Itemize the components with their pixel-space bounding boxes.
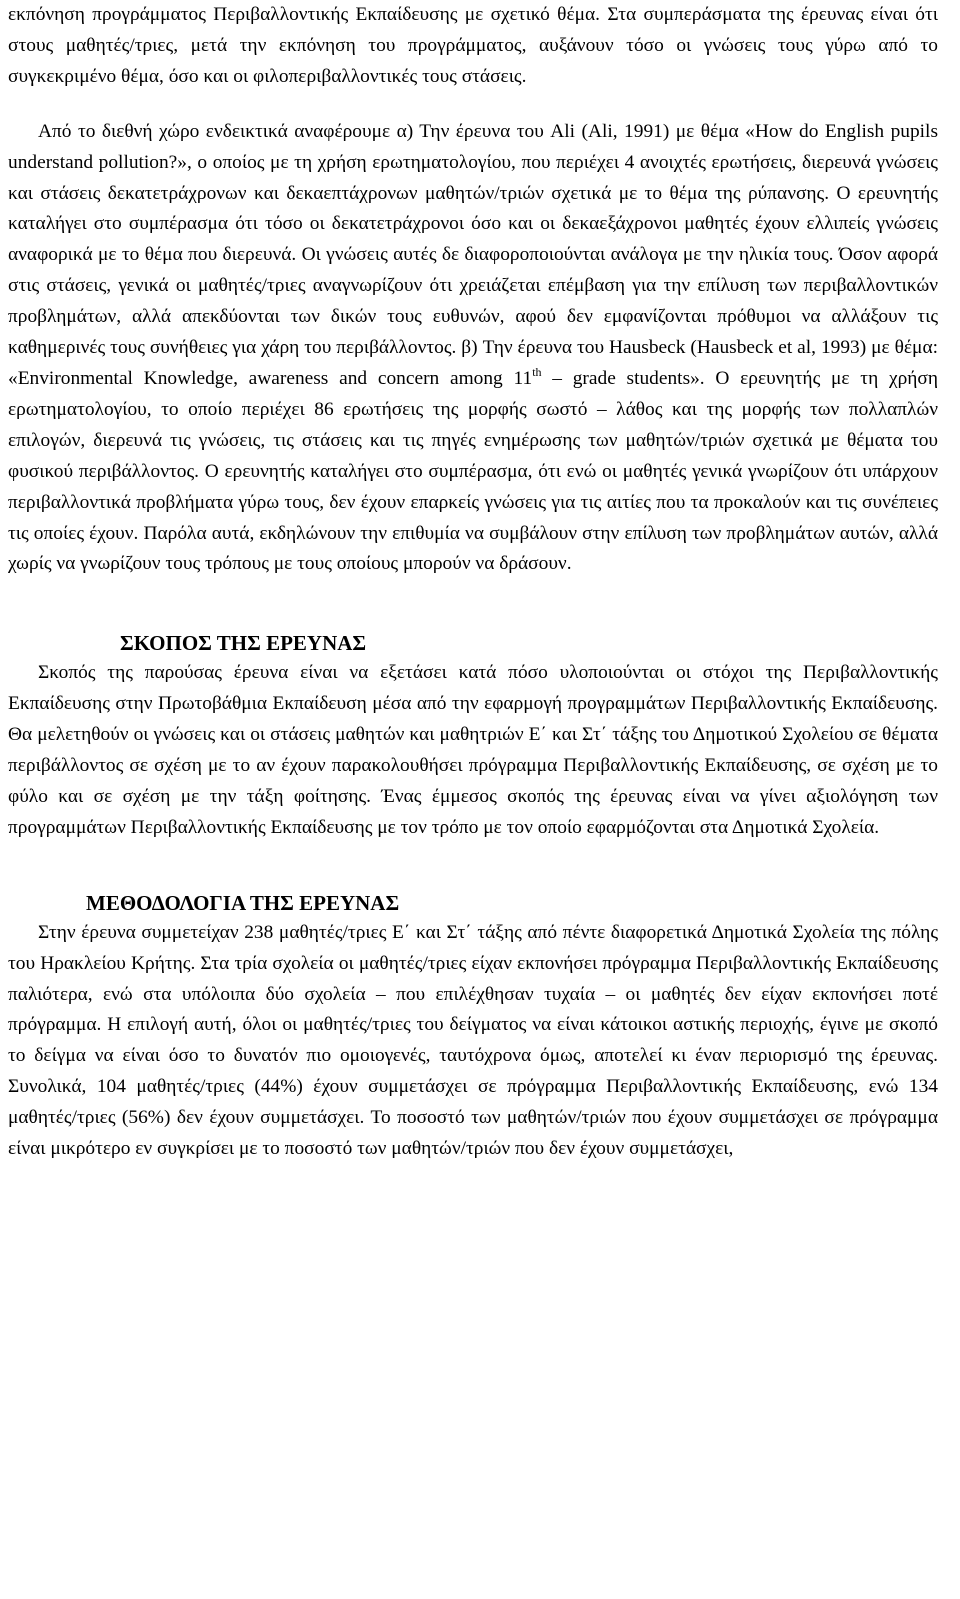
document-page <box>8 0 938 1165</box>
paragraph-international-research <box>8 117 938 581</box>
paragraph-international-research-text-2: – grade students». Ο ερευνητής με τη χρήση ερωτηματολογίου, το οποίο περιέχει 86 ερωτήσεις της μορφής σωστό – λάθος και της μορφής των πολλαπλών επιλογών, διερευνά τις γνώσεις, τις στάσεις και τις πηγές ενημέρωσης των μαθητών/τριών σχετικά με θέματα του φυσικού περιβάλλοντος. Ο ερευνητής καταλήγει στο συμπέρασμα, ότι ενώ οι μαθητές γενικά γνωρίζουν ότι υπάρχουν περιβαλλοντικά προβλήματα γύρω τους, δεν έχουν επαρκείς γνώσεις για τις αιτίες που τα προκαλούν και τις συνέπειες τις οποίες έχουν. Παρόλα αυτά, εκδηλώνουν την επιθυμία να συμβάλουν στην επίλυση των προβλημάτων αυτών, αλλά χωρίς να γνωρίζουν τους τρόπους με τους οποίους μπορούν να δράσουν. <box>8 367 939 575</box>
paragraph-research-aim: Σκοπός της παρούσας έρευνα είναι να εξετάσει κατά πόσο υλοποιούνται οι στόχοι της Περιβαλλοντικής Εκπαίδευσης στην Πρωτοβάθμια Εκπαίδευση μέσα από την εφαρμογή προγραμμάτων Περιβαλλοντικής Εκπαίδευσης. Θα μελετηθούν οι γνώσεις και οι στάσεις μαθητών και μαθητριών Ε΄ και Στ΄ τάξης του Δημοτικού Σχολείου σε θέματα περιβάλλοντος σε σχέση με το αν έχουν παρακολουθήσει πρόγραμμα Περιβαλλοντικής Εκπαίδευσης, σε σχέση με το φύλο και σε σχέση με την τάξη φοίτησης. Ένας έμμεσος σκοπός της έρευνας είναι να γίνει αξιολόγηση των προγραμμάτων Περιβαλλοντικής Εκπαίδευσης με τον τρόπο με τον οποίο εφαρμόζονται στα Δημοτικά Σχολεία. <box>8 662 938 838</box>
paragraph-international-research-text-1: Από το διεθνή χώρο ενδεικτικά αναφέρουμε α) Την έρευνα του Ali (Ali, 1991) με θέμα «How do English pupils understand pollution?», ο οποίος με τη χρήση ερωτηματολογίου, που περιέχει 4 ανοιχτές ερωτήσεις, διερευνά γνώσεις και στάσεις δεκατετράχρονων και δεκαεπτάχρονων μαθητών/τριών σχετικά με το θέμα της ρύπανσης. Ο ερευνητής καταλήγει στο συμπέρασμα ότι τόσο οι δεκατετράχρονοι όσο και οι δεκαεξάχρονοι μαθητές έχουν ελλιπείς γνώσεις αναφορικά με το θέμα που διερευνά. Οι γνώσεις αυτές δε διαφοροποιούνται ανάλογα με την ηλικία τους. Όσον αφορά στις στάσεις, γενικά οι μαθητές/τριες αναγνωρίζουν ότι χρειάζεται επέμβαση για την επίλυση των περιβαλλοντικών προβλημάτων, αλλά απεκδύονται των δικών τους ευθυνών, αφού δεν εμφανίζονται πρόθυμοι να αλλάξουν τις καθημερινές τους συνήθειες για χάρη του περιβάλλοντος. β) Την έρευνα του Hausbeck (Hausbeck et al, 1993) με θέμα: «Environmental Knowledge, awareness and concern among 11 <box>8 120 938 389</box>
paragraph-intro: εκπόνηση προγράμματος Περιβαλλοντικής Εκπαίδευσης με σχετικό θέμα. Στα συμπεράσματα της έρευνας είναι ότι στους μαθητές/τριες, μετά την εκπόνηση του προγράμματος, αυξάνουν τόσο οι γνώσεις τους γύρω από το συγκεκριμένο θέμα, όσο και οι φιλοπεριβαλλοντικές τους στάσεις. <box>8 4 938 87</box>
ordinal-superscript: th <box>532 364 542 379</box>
heading-research-methodology: ΜΕΘΟΔΟΛΟΓΙΑ ΤΗΣ ΕΡΕΥΝΑΣ <box>86 890 400 915</box>
paragraph-research-methodology: Στην έρευνα συμμετείχαν 238 μαθητές/τριες Ε΄ και Στ΄ τάξης από πέντε διαφορετικά Δημοτικά Σχολεία της πόλης του Ηρακλείου Κρήτης. Στα τρία σχολεία οι μαθητές/τριες είχαν εκπονήσει πρόγραμμα Περιβαλλοντικής Εκπαίδευσης παλιότερα, ενώ στα υπόλοιπα δύο σχολεία – που επιλέχθησαν τυχαία – οι μαθητές δεν είχαν εκπονήσει ποτέ πρόγραμμα. Η επιλογή αυτή, όλοι οι μαθητές/τριες του δείγματος να είναι κάτοικοι αστικής περιοχής, έγινε με σκοπό το δείγμα να είναι όσο το δυνατόν πιο ομοιογενές, ταυτόχρονα όμως, αποτελεί κι έναν περιορισμό της έρευνας. Συνολικά, 104 μαθητές/τριες (44%) έχουν συμμετάσχει σε πρόγραμμα Περιβαλλοντικής Εκπαίδευσης, ενώ 134 μαθητές/τριες (56%) δεν έχουν συμμετάσχει. Το ποσοστό των μαθητών/τριών που έχουν συμμετάσχει σε πρόγραμμα είναι μικρότερο εν συγκρίσει με το ποσοστό των μαθητών/τριών που δεν έχουν συμμετάσχει, <box>8 921 938 1160</box>
heading-research-aim: ΣΚΟΠΟΣ ΤΗΣ ΕΡΕΥΝΑΣ <box>120 631 367 656</box>
